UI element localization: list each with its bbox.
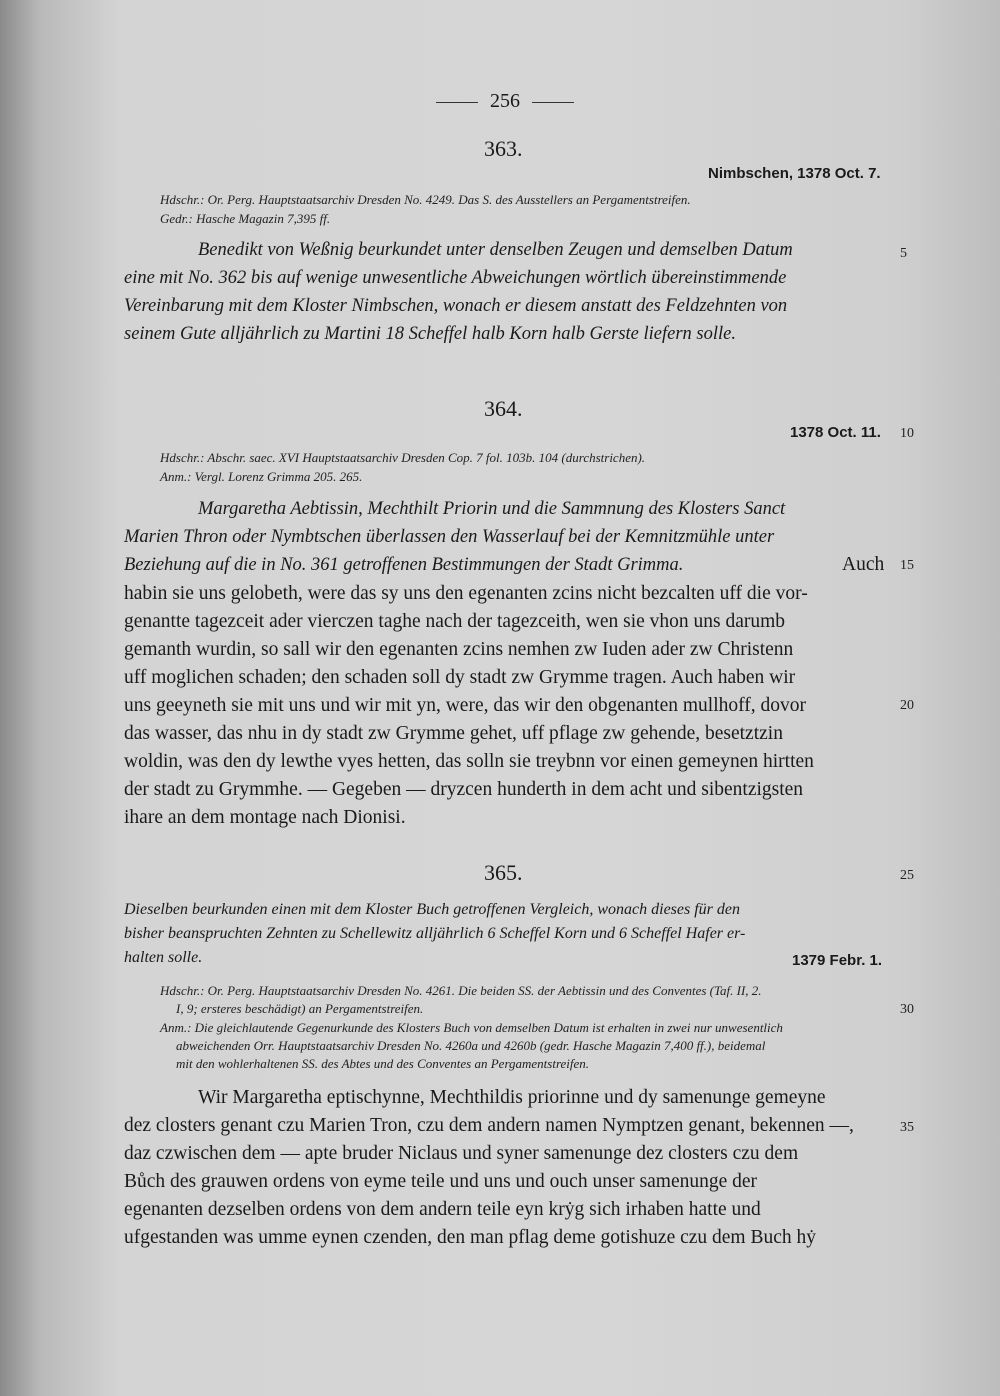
doc-364-text-line: genantte tagezceit ader vierczen taghe nach der tagezceith, wen sie vhon uns darumb [124, 611, 786, 632]
doc-364-date: 1378 Oct. 11. [790, 424, 881, 441]
doc-365-number: 365. [484, 860, 523, 885]
doc-363-number: 363. [484, 136, 523, 161]
line-number: 5 [900, 246, 907, 261]
doc-364-number: 364. [484, 396, 523, 421]
doc-364-text-start: Auch [842, 554, 885, 575]
doc-363-regest-line: Benedikt von Weßnig beurkundet unter denselben Zeugen und demselben Datum [198, 240, 793, 260]
divider [436, 102, 478, 103]
line-number: 25 [900, 868, 914, 883]
doc-365-regest-line: halten solle. [124, 949, 203, 966]
line-number: 35 [900, 1120, 914, 1135]
page-number [420, 90, 590, 113]
doc-365-regest-line: bisher beanspruchten Zehnten zu Schellewitz alljährlich 6 Scheffel Korn und 6 Scheffel Hafer er- [124, 925, 746, 942]
doc-363-regest-line: Vereinbarung mit dem Kloster Nimbschen, wonach er diesem anstatt des Feldzehnten von [124, 296, 788, 316]
doc-365-date: 1379 Febr. 1. [792, 952, 883, 969]
doc-363-hdschr: Hdschr.: Or. Perg. Hauptstaatsarchiv Dresden No. 4249. Das S. des Ausstellers an Pergamentstreifen. [160, 192, 691, 207]
doc-364-text-line: das wasser, das nhu in dy stadt zw Grymme gehet, uff pflage zw gehende, besetztzin [124, 723, 783, 744]
doc-364-regest-line: Beziehung auf die in No. 361 getroffenen Bestimmungen der Stadt Grimma. [124, 555, 684, 575]
doc-365-regest-line: Dieselben beurkunden einen mit dem Kloster Buch getroffenen Vergleich, wonach dieses für den [124, 901, 740, 918]
divider [532, 102, 574, 103]
doc-364-anm: Anm.: Vergl. Lorenz Grimma 205. 265. [160, 469, 363, 484]
doc-364-regest-line: Margaretha Aebtissin, Mechthilt Priorin und die Sammnung des Klosters Sanct [198, 499, 786, 519]
doc-364-text-line: habin sie uns gelobeth, were das sy uns den egenanten zcins nicht bezcalten uff die vor- [124, 583, 808, 604]
line-number: 30 [900, 1002, 914, 1017]
doc-364-text-line: uns geeyneth sie mit uns und wir mit yn, were, das wir den obgenanten mullhoff, dovor [124, 695, 807, 716]
doc-363-gedr: Gedr.: Hasche Magazin 7,395 ff. [160, 211, 331, 226]
line-number: 10 [900, 426, 914, 441]
doc-365-hdschr: I, 9; ersteres beschädigt) an Pergamentstreifen. [176, 1001, 424, 1016]
doc-364-text-line: woldin, was den dy lewthe vyes hetten, das solln sie treybnn vor einen gemeynen hirtten [124, 751, 814, 772]
doc-365-anm: abweichenden Orr. Hauptstaatsarchiv Dresden No. 4260a und 4260b (gedr. Hasche Magazin 7,400 ff.), beidemal [176, 1038, 766, 1053]
doc-364-regest-line: Marien Thron oder Nymbtschen überlassen den Wasserlauf bei der Kemnitzmühle unter [124, 527, 775, 547]
doc-365-text-line: Bůch des grauwen ordens von eyme teile und uns und ouch unser samenunge der [124, 1171, 758, 1192]
doc-363-regest-line: eine mit No. 362 bis auf wenige unwesentliche Abweichungen wörtlich übereinstimmende [124, 268, 787, 288]
doc-364-text-line: gemanth wurdin, so sall wir den egenanten zcins nemhen zw Iuden ader zw Christenn [124, 639, 794, 660]
doc-365-text-line: Wir Margaretha eptischynne, Mechthildis priorinne und dy samenunge gemeyne [198, 1087, 826, 1108]
doc-364-text-line: ihare an dem montage nach Dionisi. [124, 807, 406, 828]
doc-363-place-date: Nimbschen, 1378 Oct. 7. [708, 165, 881, 182]
page-number-text: 256 [490, 90, 520, 112]
doc-365-text-line: egenanten dezselben ordens von dem andern teile eyn krẏg sich irhaben hatte und [124, 1199, 761, 1220]
line-number: 20 [900, 698, 914, 713]
doc-364-text-line: uff moglichen schaden; den schaden soll dy stadt zw Grymme tragen. Auch haben wir [124, 667, 796, 688]
doc-365-hdschr: Hdschr.: Or. Perg. Hauptstaatsarchiv Dresden No. 4261. Die beiden SS. der Aebtissin und des Conventes (Taf. II, 2. [160, 983, 762, 998]
doc-365-anm: mit den wohlerhaltenen SS. des Abtes und des Conventes an Pergamentstreifen. [176, 1056, 590, 1071]
doc-365-anm: Anm.: Die gleichlautende Gegenurkunde des Klosters Buch von demselben Datum ist erhalten in zwei nur unwesentlich [160, 1020, 783, 1035]
doc-363-regest-line: seinem Gute alljährlich zu Martini 18 Scheffel halb Korn halb Gerste liefern solle. [124, 324, 736, 344]
doc-364-hdschr: Hdschr.: Abschr. saec. XVI Hauptstaatsarchiv Dresden Cop. 7 fol. 103b. 104 (durchstrichen). [160, 450, 646, 465]
doc-364-text-line: der stadt zu Grymmhe. — Gegeben — dryzcen hunderth in dem acht und sibentzigsten [124, 779, 804, 800]
line-number: 15 [900, 558, 914, 573]
doc-365-text-line: daz czwischen dem — apte bruder Niclaus und syner samenunge dez closters czu dem [124, 1143, 799, 1164]
doc-365-text-line: ufgestanden was umme eynen czenden, den man pflag deme gotishuze czu dem Buch hẏ [124, 1227, 817, 1248]
doc-365-text-line: dez closters genant czu Marien Tron, czu dem andern namen Nymptzen genant, bekennen —, [124, 1115, 854, 1136]
